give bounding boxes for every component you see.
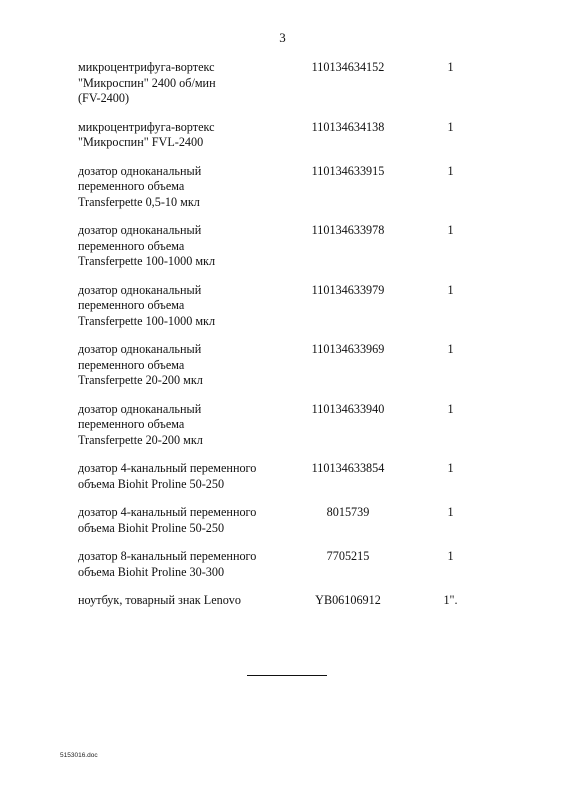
item-inventory-number: 110134634152 <box>311 60 385 74</box>
item-name: микроцентрифуга-вортекс "Микроспин" FVL-2400 <box>78 119 215 149</box>
item-quantity: 1 <box>447 342 454 356</box>
item-name: дозатор одноканальный переменного объема Transferpette 100-1000 мкл <box>78 282 216 328</box>
footer-filename: 5153016.doc <box>60 752 98 759</box>
item-name: дозатор 8-канальный переменного объема Biohit Proline 30-300 <box>78 549 257 579</box>
end-of-document-rule <box>247 675 327 676</box>
list-item <box>0 593 565 609</box>
item-inventory-number: 110134633979 <box>311 282 385 297</box>
item-inventory-number: 110134633969 <box>311 342 385 356</box>
item-list <box>0 60 565 622</box>
list-item <box>0 120 565 151</box>
item-inventory-number: 110134634138 <box>311 119 385 134</box>
item-name: ноутбук, товарный знак Lenovo <box>78 593 241 607</box>
list-item <box>0 283 565 330</box>
list-item <box>0 60 565 107</box>
item-name: дозатор 4-канальный переменного объема Biohit Proline 50-250 <box>78 461 257 491</box>
list-item <box>0 402 565 449</box>
item-name: дозатор одноканальный переменного объема Transferpette 0,5-10 мкл <box>78 163 202 209</box>
list-item <box>0 342 565 389</box>
list-item <box>0 164 565 211</box>
item-quantity: 1 <box>447 60 454 74</box>
item-quantity: 1 <box>447 549 454 563</box>
item-quantity: 1 <box>447 223 454 237</box>
item-inventory-number: 110134633915 <box>311 163 385 178</box>
item-inventory-number: 110134633940 <box>311 401 385 416</box>
list-item <box>0 223 565 270</box>
item-quantity: 1 <box>447 282 454 297</box>
item-inventory-number: 8015739 <box>326 505 370 519</box>
item-name: микроцентрифуга-вортекс "Микроспин" 2400 об/мин (FV-2400) <box>78 60 216 105</box>
item-name: дозатор одноканальный переменного объема Transferpette 100-1000 мкл <box>78 223 216 268</box>
item-name: дозатор одноканальный переменного объема Transferpette 20-200 мкл <box>78 401 203 447</box>
item-quantity: 1". <box>443 593 458 607</box>
item-inventory-number: 110134633854 <box>311 461 385 475</box>
item-name: дозатор одноканальный переменного объема Transferpette 20-200 мкл <box>78 342 203 387</box>
item-quantity: 1 <box>447 163 454 178</box>
item-quantity: 1 <box>447 461 454 475</box>
item-quantity: 1 <box>447 505 454 519</box>
list-item <box>0 549 565 580</box>
item-quantity: 1 <box>447 401 454 416</box>
page-number: 3 <box>279 30 286 45</box>
item-inventory-number: 110134633978 <box>311 223 385 237</box>
item-inventory-number: 7705215 <box>326 549 370 563</box>
item-inventory-number: YB06106912 <box>315 593 381 607</box>
item-name: дозатор 4-канальный переменного объема Biohit Proline 50-250 <box>78 505 257 535</box>
list-item <box>0 505 565 536</box>
list-item <box>0 461 565 492</box>
item-quantity: 1 <box>447 119 454 134</box>
